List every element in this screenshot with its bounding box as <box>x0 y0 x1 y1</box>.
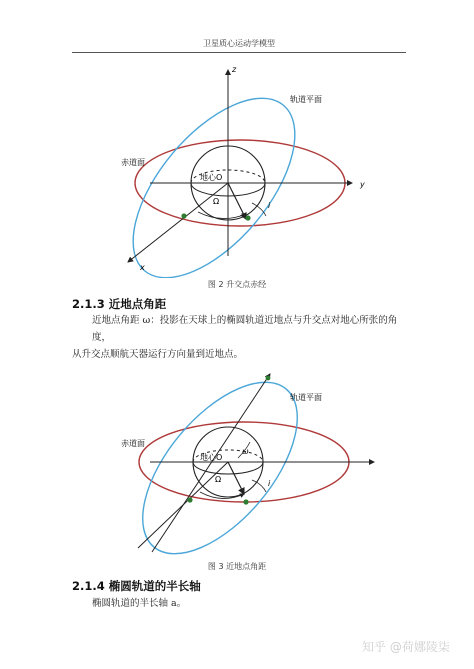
paragraph-line: 椭圆轨道的半长轴 a。 <box>92 598 187 609</box>
figure-argument-of-perigee <box>0 370 474 558</box>
figure-right-ascension <box>0 56 474 278</box>
inclination-label: i <box>268 201 271 210</box>
inclination-label: i <box>268 479 271 488</box>
earth-center-label: 地心O <box>200 173 223 182</box>
equator-plane-label: 赤道面 <box>121 439 145 448</box>
earth-center-label: 地心O <box>200 453 223 462</box>
page-header: 卫星质心运动学模型 <box>72 38 406 53</box>
perigee-point <box>266 376 271 381</box>
z-label: z <box>232 65 237 74</box>
raan-label: Ω <box>213 197 220 206</box>
section-title-perigee: 2.1.3 近地点角距 <box>72 297 167 311</box>
perigee-line <box>152 374 270 552</box>
descending-node <box>243 499 248 504</box>
section-title-semimajor: 2.1.4 椭圆轨道的半长轴 <box>72 579 201 593</box>
x-label: x <box>140 263 145 272</box>
paragraph-line: 从升交点顺航天器运行方向量到近地点。 <box>72 349 244 360</box>
perigee-angle-label: ω <box>242 447 249 456</box>
ascending-node <box>187 497 192 502</box>
figure2-caption: 图 3 近地点角距 <box>207 562 267 571</box>
equator-plane-label: 赤道面 <box>121 158 145 167</box>
figure1-caption: 图 2 升交点赤经 <box>207 280 267 289</box>
section-body-semimajor <box>72 595 412 612</box>
section-body-perigee <box>72 312 412 363</box>
ascending-node <box>181 213 186 218</box>
descending-node <box>245 215 250 220</box>
orbit-plane-label: 轨道平面 <box>290 95 322 104</box>
x-axis <box>128 183 228 262</box>
y-label: y <box>360 180 365 189</box>
raan-label: Ω <box>215 475 222 484</box>
paragraph-line: 近地点角距 ω：投影在天球上的椭圆轨道近地点与升交点对地心所张的角度， <box>92 315 398 343</box>
orbit-plane-label: 轨道平面 <box>290 393 322 402</box>
watermark: 知乎 @荷娜陵柒 <box>362 640 450 654</box>
